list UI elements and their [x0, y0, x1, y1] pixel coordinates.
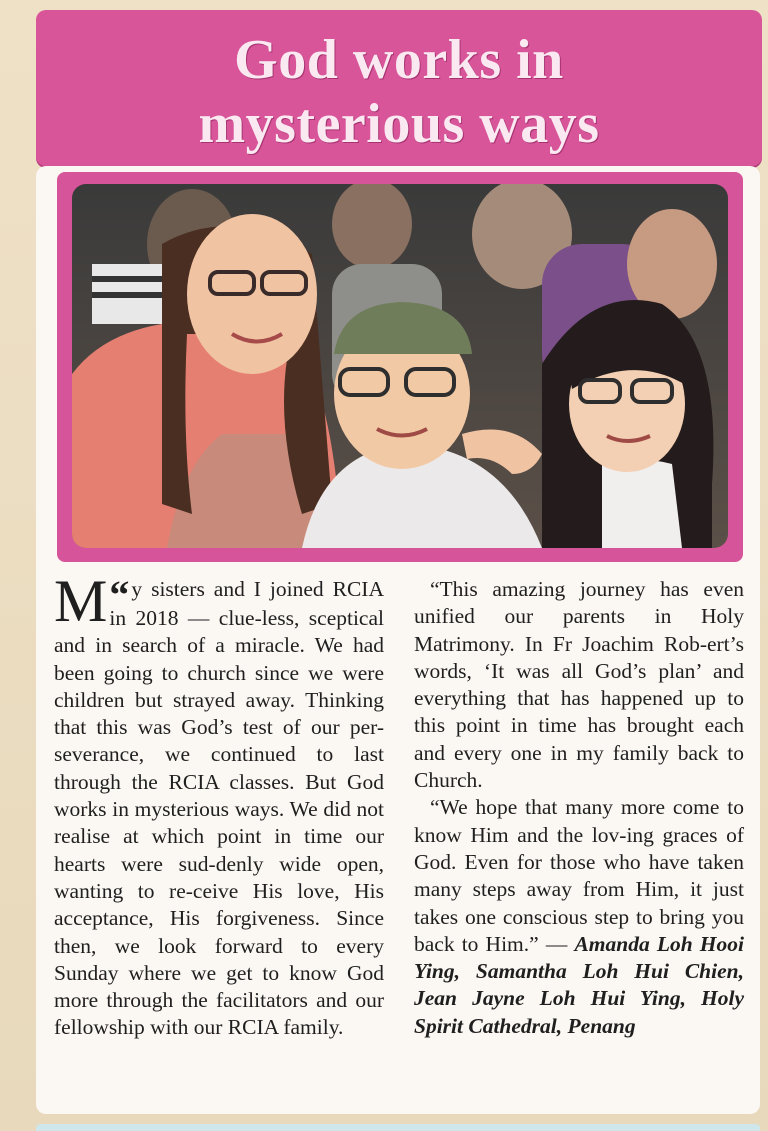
paragraph-1 [54, 568, 384, 1042]
paragraph-3-text: “We hope that many more come to know Him and the lov-ing graces of God. Even for those who have taken many steps away from Him, it just takes one conscious step to bring you back to Him.” — [414, 795, 744, 956]
headline-banner [36, 10, 762, 166]
headline-line-1: God works in [234, 29, 564, 91]
photo-of-three-people-icon [72, 184, 728, 548]
next-article-edge [36, 1124, 760, 1131]
article-photo [72, 184, 728, 548]
paragraph-1-text: y sisters and I joined RCIA in 2018 — clue-less, sceptical and in search of a miracle. We had been going to church since we were children but strayed away. Thinking that this was God’s test of our per-severance, we continued to last through the RCIA classes. But God works in mysterious ways. We did not realise at which point in time our hearts were sud-denly wide open, wanting to re-ceive His love, His acceptance, His forgiveness. Since then, we look forward to every Sunday where we get to know God more through the facilitators and our fellowship with our RCIA family. [54, 577, 384, 1040]
headline [36, 28, 762, 156]
article-column-left [54, 568, 384, 1042]
paragraph-3 [414, 794, 744, 1040]
headline-line-2: mysterious ways [198, 93, 600, 155]
byline: Amanda Loh Hooi Ying, Samantha Loh Hui Chien, Jean Jayne Loh Hui Ying, Holy Spirit Cathedral, Penang [414, 931, 745, 1038]
article-column-right [414, 576, 744, 1040]
open-quote-mark: “ [109, 572, 130, 617]
paragraph-2: “This amazing journey has even unified our parents in Holy Matrimony. In Fr Joachim Rob-ert’s words, ‘It was all God’s plan’ and everything that has happened up to this point in time has brought each and every one in my family back to Church. [414, 577, 744, 793]
drop-cap: M [54, 568, 108, 634]
